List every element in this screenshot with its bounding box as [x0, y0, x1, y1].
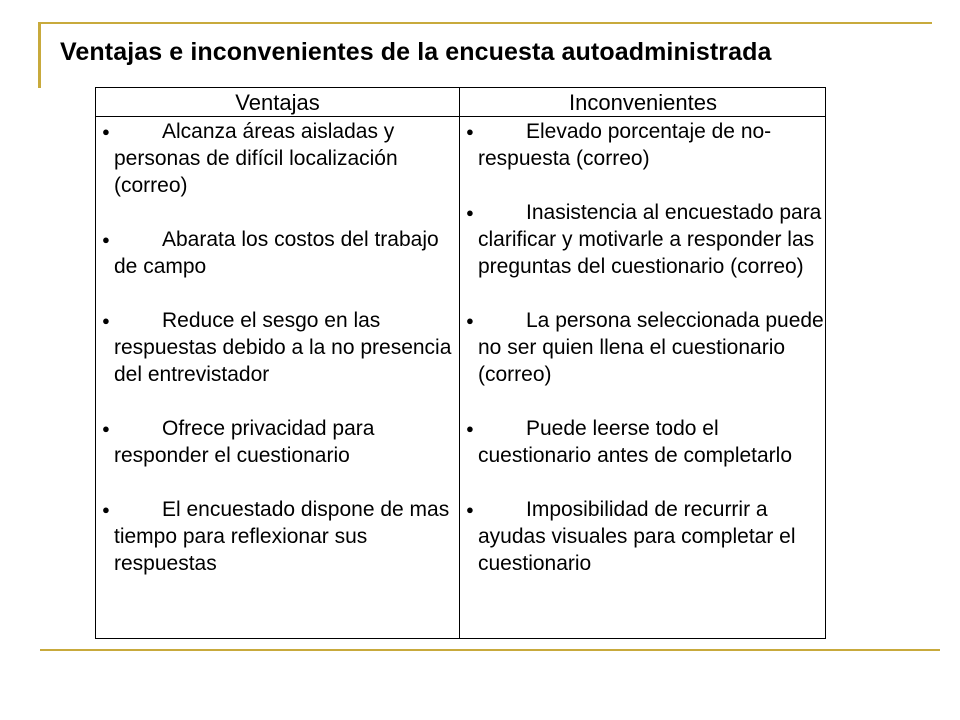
inconveniente-item: ● Imposibilidad de recurrir a ayudas visuales para completar el cuestionario — [466, 498, 796, 575]
left-accent-rule — [38, 22, 41, 88]
ventajas-column — [96, 117, 459, 604]
header-ventajas: Ventajas — [235, 90, 320, 115]
bullet-icon: ● — [102, 124, 110, 139]
bottom-accent-rule — [40, 649, 940, 651]
bullet-icon: ● — [102, 232, 110, 247]
bullet-icon: ● — [466, 421, 474, 436]
bullet-icon: ● — [102, 313, 110, 328]
header-inconvenientes: Inconvenientes — [569, 90, 717, 115]
bullet-icon: ● — [466, 502, 474, 517]
ventaja-item: ● Reduce el sesgo en las respuestas debido a la no presencia del entrevistador — [102, 309, 452, 386]
top-accent-rule — [40, 22, 932, 24]
inconveniente-item: ● Elevado porcentaje de no-respuesta (correo) — [466, 120, 772, 170]
inconveniente-item: ● La persona seleccionada puede no ser quien llena el cuestionario (correo) — [466, 309, 824, 386]
bullet-icon: ● — [466, 124, 474, 139]
comparison-table — [95, 87, 826, 639]
ventaja-item: ● El encuestado dispone de mas tiempo para reflexionar sus respuestas — [102, 498, 450, 575]
inconvenientes-column — [460, 117, 826, 604]
ventaja-item: ● Abarata los costos del trabajo de campo — [102, 228, 439, 278]
bullet-icon: ● — [466, 313, 474, 328]
bullet-icon: ● — [102, 421, 110, 436]
ventaja-item: ● Ofrece privacidad para responder el cuestionario — [102, 417, 375, 467]
inconveniente-item: ● Inasistencia al encuestado para clarificar y motivarle a responder las preguntas del cuestionario (correo) — [466, 201, 822, 278]
slide-title: Ventajas e inconvenientes de la encuesta autoadministrada — [60, 38, 772, 66]
ventaja-item: ● Alcanza áreas aisladas y personas de difícil localización (correo) — [102, 120, 398, 197]
bullet-icon: ● — [466, 205, 474, 220]
bullet-icon: ● — [102, 502, 110, 517]
inconveniente-item: ● Puede leerse todo el cuestionario antes de completarlo — [466, 417, 793, 467]
